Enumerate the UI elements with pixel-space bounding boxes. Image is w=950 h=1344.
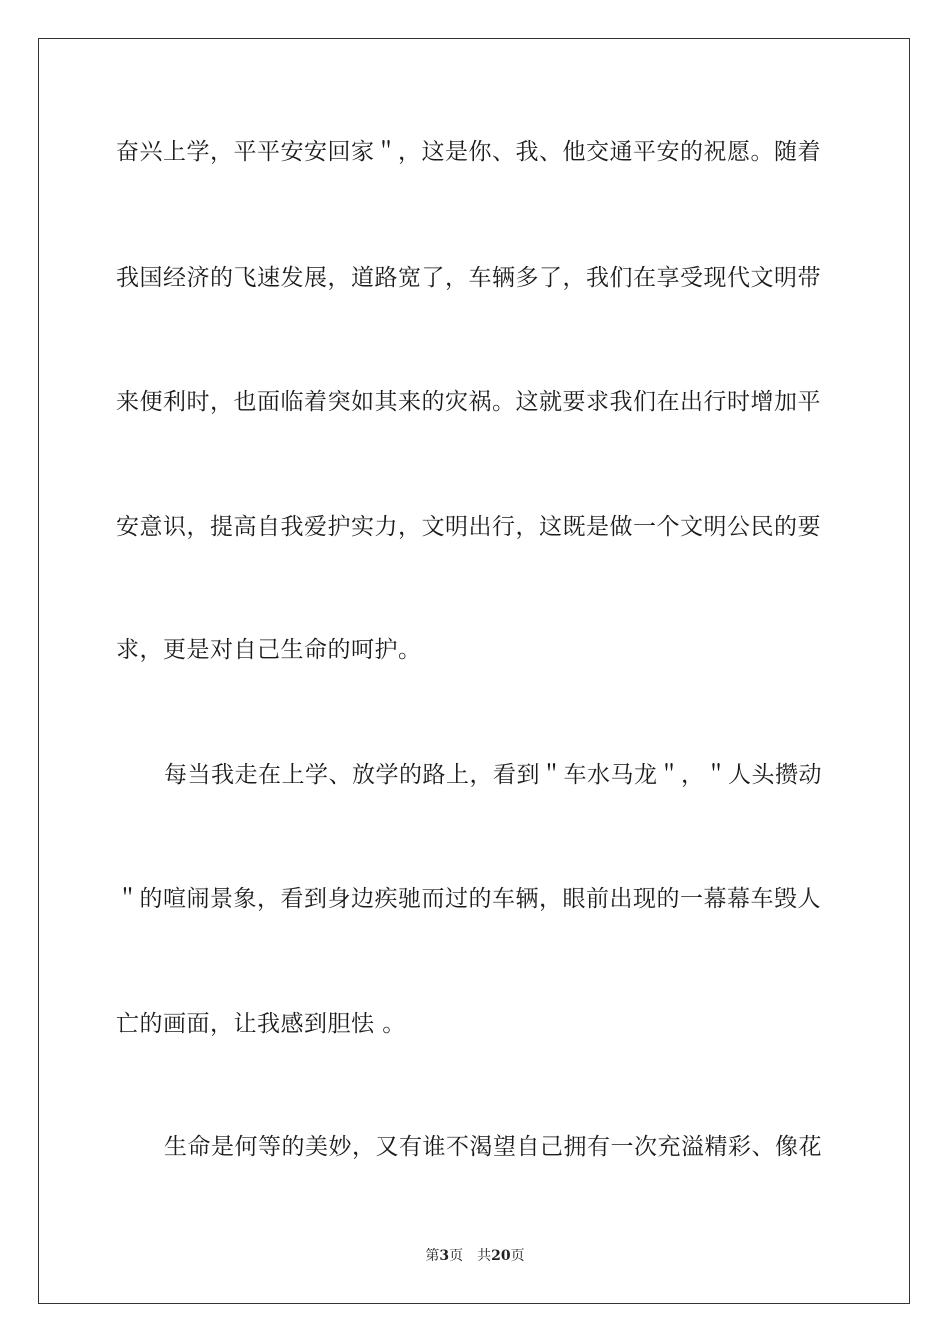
body-line-4: 安意识，提高自我爱护实力，文明出行，这既是做一个文明公民的要 — [116, 514, 821, 540]
body-line-5: 求，更是对自己生命的呵护。 — [116, 637, 422, 663]
paragraph-3-line-1: 生命是何等的美妙，又有谁不渴望自己拥有一次充溢精彩、像花 — [164, 1134, 822, 1160]
paragraph-2-line-1: 每当我走在上学、放学的路上，看到＂车水马龙＂，＂人头攒动 — [164, 762, 822, 788]
page-frame — [38, 38, 910, 1304]
page-suffix: 页 — [449, 1248, 464, 1264]
body-line-2: 我国经济的飞速发展，道路宽了，车辆多了，我们在享受现代文明带 — [116, 265, 821, 291]
body-line-3: 来便利时，也面临着突如其来的灾祸。这就要求我们在出行时增加平 — [116, 389, 821, 415]
total-prefix: 共 — [477, 1248, 492, 1264]
page-total: 20 — [491, 1248, 511, 1264]
body-line-1: 奋兴上学，平平安安回家＂，这是你、我、他交通平安的祝愿。随着 — [116, 139, 821, 165]
paragraph-2-line-3: 亡的画面，让我感到胆怯 。 — [116, 1011, 406, 1037]
page-current: 3 — [439, 1248, 450, 1264]
page-footer — [0, 1247, 950, 1265]
paragraph-2-line-2: ＂的喧闹景象，看到身边疾驰而过的车辆，眼前出现的一幕幕车毁人 — [116, 886, 821, 912]
page-prefix: 第 — [425, 1248, 440, 1264]
total-suffix: 页 — [510, 1248, 525, 1264]
